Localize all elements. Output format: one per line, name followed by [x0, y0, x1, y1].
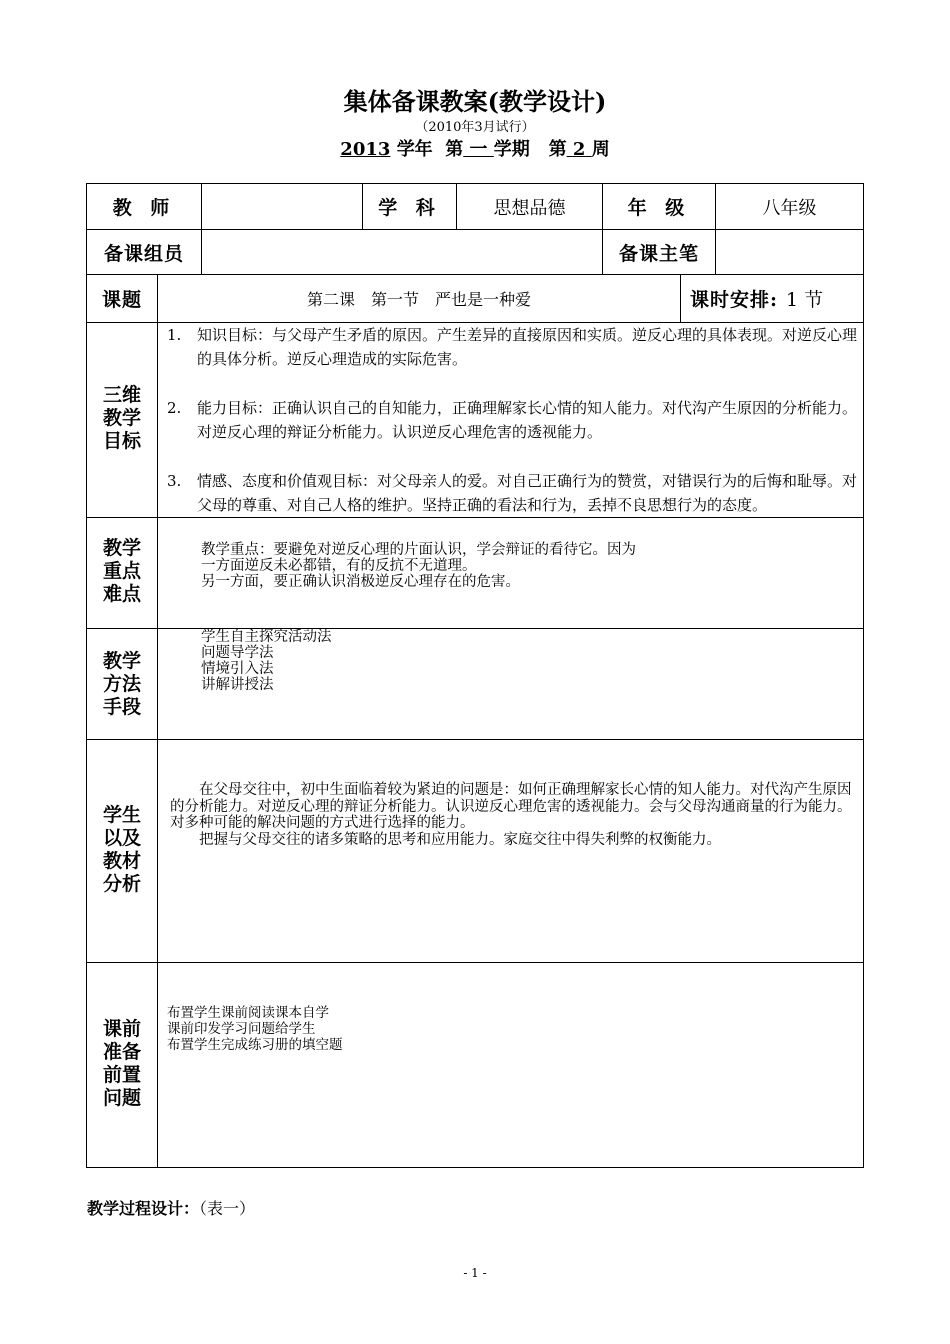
analysis-paragraph: 把握与父母交往的诸多策略的思考和应用能力。家庭交往中得失利弊的权衡能力。: [199, 831, 721, 848]
grade-value: 八年级: [762, 197, 817, 219]
class-hours-label: 课时安排:: [690, 289, 779, 311]
key-points-content: [201, 542, 851, 590]
analysis-label: 学生 以及 教材 分析: [102, 804, 141, 895]
table-border: [86, 183, 87, 1168]
document-subtitle: （2010年3月试行）: [415, 120, 535, 135]
method-line: 情境引入法: [201, 661, 274, 677]
teacher-label: 教 师: [112, 197, 176, 219]
table-border: [86, 962, 864, 963]
objective-text: 知识目标：与父母产生矛盾的原因。产生差异的直接原因和实质。逆反心理的具体表现。对逆反心理的具体分析。逆反心理造成的实际危害。: [197, 326, 858, 368]
process-design-heading: 教学过程设计：（表一）: [87, 1199, 256, 1218]
class-hours: [690, 275, 863, 322]
members-label: 备课组员: [103, 242, 184, 265]
week-prefix: 第: [548, 139, 567, 160]
objective-item: [167, 469, 857, 517]
members-value: [202, 230, 602, 274]
objectives-label: 三维 教学 目标: [102, 384, 141, 452]
key-point-line: 一方面逆反未必都错，有的反抗不无道理。: [201, 558, 477, 574]
preparation-content: [167, 1005, 847, 1053]
method-line: 学生自主探究活动法: [201, 629, 332, 645]
objective-text: 能力目标：正确认识自己的自知能力，正确理解家长心情的知人能力。对代沟产生原因的分析能力。对逆反心理的辩证分析能力。认识逆反心理危害的透视能力。: [197, 399, 858, 441]
table-border: [86, 517, 864, 518]
key-point-line: 另一方面，要正确认识消极逆反心理存在的危害。: [201, 574, 520, 590]
objective-text: 情感、态度和价值观目标：对父母亲人的爱。对自己正确行为的赞赏，对错误行为的后悔和耻辱。对父母的尊重、对自己人格的维护。坚持正确的看法和行为，丢掉不良思想行为的态度。: [197, 472, 858, 514]
page-number: - 1 -: [463, 1266, 487, 1280]
process-table-ref: （表一）: [199, 1199, 256, 1218]
method-line: 问题导学法: [201, 645, 274, 661]
objective-item: [167, 396, 857, 444]
objective-number: 2.: [167, 399, 182, 417]
term-value: 一: [469, 139, 488, 160]
document-title: 集体备课教案(教学设计): [343, 87, 607, 116]
class-hours-value: 1 节: [786, 289, 824, 311]
lead-author-value: [716, 230, 863, 274]
methods-content: [201, 629, 851, 693]
preparation-line: 课前印发学习问题给学生: [167, 1021, 316, 1037]
topic-value: 第二课 第一节 严也是一种爱: [306, 290, 531, 309]
table-border: [863, 183, 864, 1168]
year-label: 学年: [396, 139, 433, 160]
objective-number: 1.: [167, 326, 182, 344]
table-border: [86, 739, 864, 740]
method-line: 讲解讲授法: [201, 677, 274, 693]
subject-label: 学 科: [378, 197, 441, 219]
objective-number: 3.: [167, 472, 182, 490]
topic-label: 课题: [101, 289, 142, 311]
objective-item: [167, 323, 857, 371]
table-border: [86, 1167, 864, 1168]
analysis-content: [170, 782, 858, 848]
term-label: 学期: [493, 139, 530, 160]
term-prefix: 第: [445, 139, 464, 160]
table-border: [680, 274, 681, 323]
key-point-line: 教学重点：要避免对逆反心理的片面认识，学会辩证的看待它。因为: [201, 542, 636, 558]
preparation-label: 课前 准备 前置 问题: [102, 1018, 141, 1109]
table-border: [157, 274, 158, 1168]
lead-author-label: 备课主笔: [618, 242, 699, 265]
week-value: 2: [572, 139, 586, 160]
methods-label: 教学 方法 手段: [102, 650, 141, 718]
year-value: 2013: [340, 139, 391, 160]
week-label: 周: [591, 139, 610, 160]
analysis-paragraph: 在父母交往中，初中生面临着较为紧迫的问题是：如何正确理解家长心情的知人能力。对代沟产生原因的分析能力。对逆反心理的辩证分析能力。认识逆反心理危害的透视能力。会与父母沟通商量的行为能力。对多种可能的解决问题的方式进行选择的能力。: [170, 782, 852, 831]
preparation-line: 布置学生课前阅读课本自学: [167, 1005, 329, 1021]
preparation-line: 布置学生完成练习册的填空题: [167, 1037, 343, 1053]
subject-value: 思想品德: [493, 197, 566, 219]
grade-label: 年 级: [627, 197, 691, 219]
school-year-line: [0, 138, 950, 162]
key-points-label: 教学 重点 难点: [102, 537, 141, 605]
teacher-value: [202, 184, 362, 229]
